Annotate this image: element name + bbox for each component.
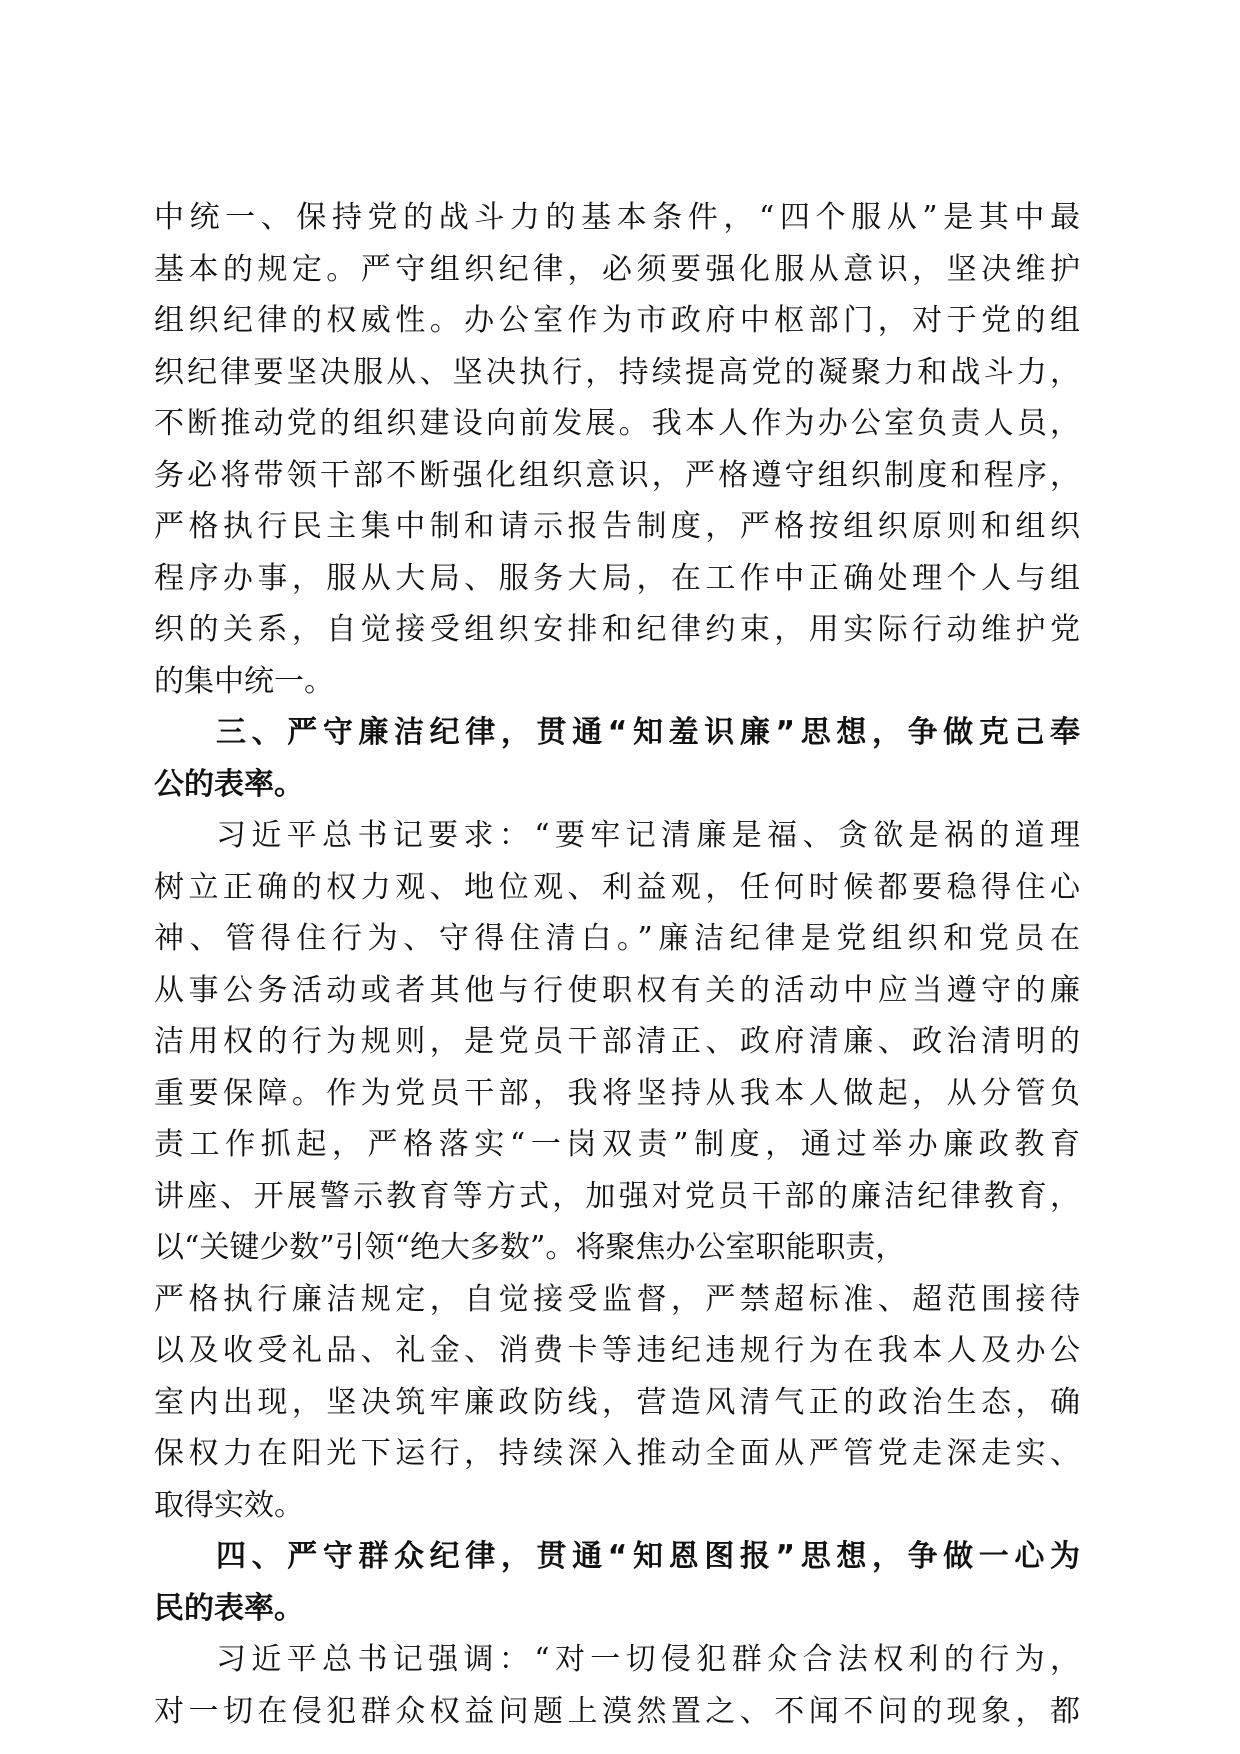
text-line: 神、管得住行为、守得住清白。”廉洁纪律是党组织和党员在 — [154, 921, 1080, 956]
text-line: 的集中统一。 — [154, 663, 334, 699]
text-line: 室内出现，坚决筑牢廉政防线，营造风清气正的政治生态，确 — [154, 1384, 1080, 1420]
section-heading-line: 三、严守廉洁纪律，贯通“知羞识廉”思想，争做克己奉 — [216, 715, 1080, 750]
text-line: 程序办事，服从大局、服务大局，在工作中正确处理个人与组 — [154, 560, 1080, 596]
text-line: 取得实效。 — [154, 1487, 304, 1523]
text-line: 从事公务活动或者其他与行使职权有关的活动中应当遵守的廉 — [154, 972, 1080, 1008]
text-line: 树立正确的权力观、地位观、利益观，任何时候都要稳得住心 — [154, 869, 1080, 905]
section-heading-line: 四、严守群众纪律，贯通“知恩图报”思想，争做一心为 — [216, 1539, 1080, 1574]
text-line: 基本的规定。严守组织纪律，必须要强化服从意识，坚决维护 — [154, 251, 1080, 287]
text-line: 严格执行廉洁规定，自觉接受监督，严禁超标准、超范围接待 — [154, 1281, 1080, 1317]
section-heading-line: 公的表率。 — [154, 766, 304, 802]
text-line: 保权力在阳光下运行，持续深入推动全面从严管党走深走实、 — [154, 1436, 1080, 1471]
text-line: 务必将带领干部不断强化组织意识，严格遵守组织制度和程序， — [154, 457, 1080, 493]
text-line: 以“关键少数”引领“绝大多数”。将聚焦办公室职能职责， — [154, 1230, 906, 1265]
text-line: 中统一、保持党的战斗力的基本条件，“四个服从”是其中最 — [154, 200, 1080, 235]
text-line: 以及收受礼品、礼金、消费卡等违纪违规行为在我本人及办公 — [154, 1333, 1080, 1368]
text-line: 责工作抓起，严格落实“一岗双责”制度，通过举办廉政教育 — [154, 1127, 1080, 1162]
text-line: 织纪律要坚决服从、坚决执行，持续提高党的凝聚力和战斗力， — [154, 354, 1080, 390]
section-heading-line: 民的表率。 — [154, 1590, 304, 1626]
text-line: 对一切在侵犯群众权益问题上漠然置之、不闻不问的现象，都 — [154, 1693, 1080, 1729]
text-line: 讲座、开展警示教育等方式，加强对党员干部的廉洁纪律教育， — [154, 1178, 1080, 1214]
text-line: 组织纪律的权威性。办公室作为市政府中枢部门，对于党的组 — [154, 303, 1080, 338]
text-line: 习近平总书记强调：“对一切侵犯群众合法权利的行为， — [216, 1642, 1080, 1677]
text-line: 不断推动党的组织建设向前发展。我本人作为办公室负责人员， — [154, 406, 1080, 441]
text-line: 重要保障。作为党员干部，我将坚持从我本人做起，从分管负 — [154, 1075, 1080, 1111]
document-body — [154, 192, 1080, 1737]
text-line: 织的关系，自觉接受组织安排和纪律约束，用实际行动维护党 — [154, 612, 1080, 647]
text-line: 严格执行民主集中制和请示报告制度，严格按组织原则和组织 — [154, 509, 1080, 544]
text-line: 洁用权的行为规则，是党员干部清正、政府清廉、政治清明的 — [154, 1024, 1080, 1059]
text-line: 习近平总书记要求：“要牢记清廉是福、贪欲是祸的道理 — [216, 818, 1080, 853]
